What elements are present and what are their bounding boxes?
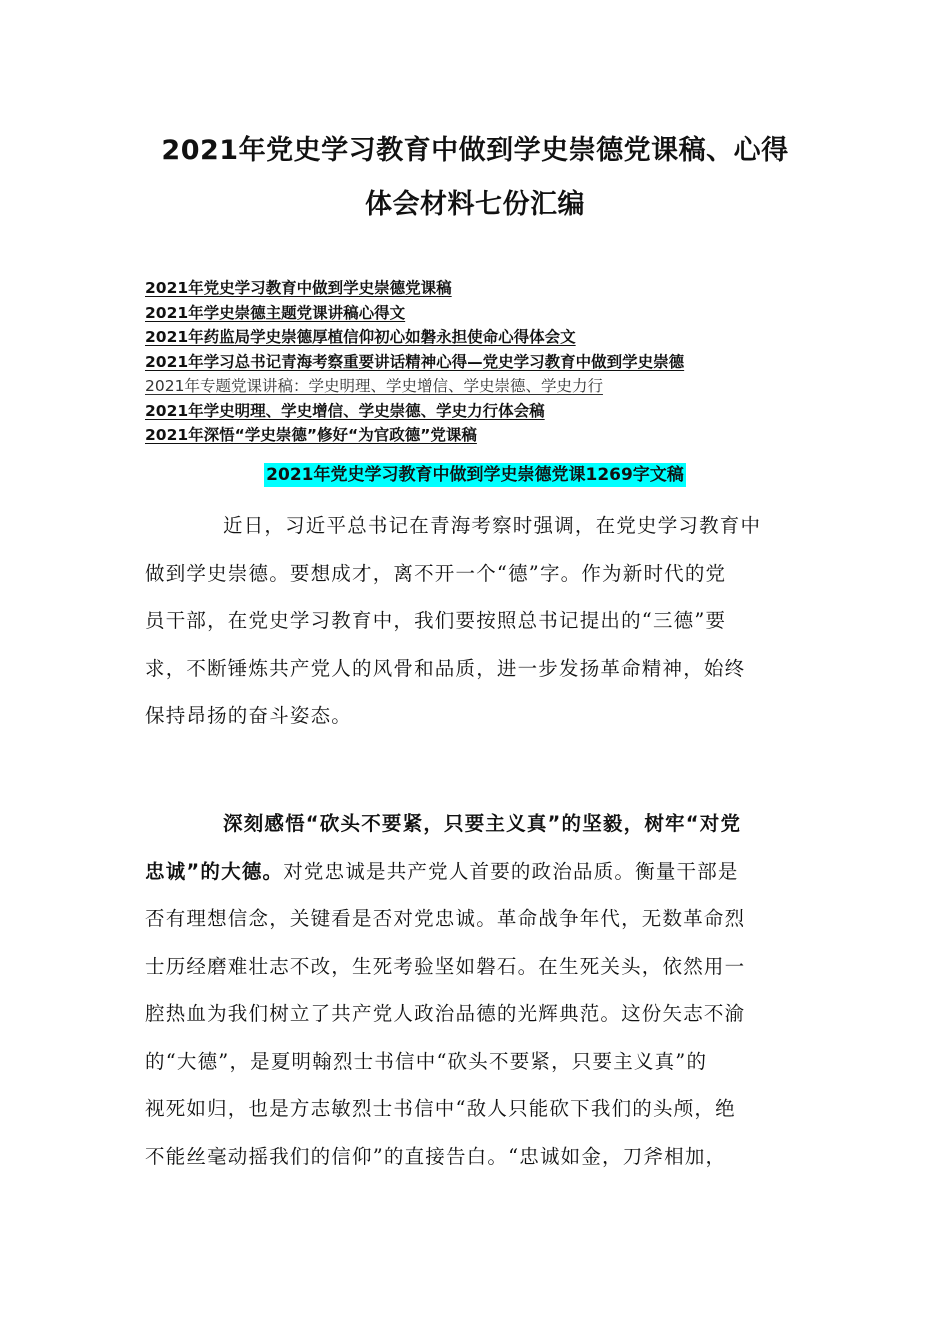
section-heading [0, 461, 950, 489]
paragraph-loyalty [145, 800, 805, 1180]
document-title-line-1: 2021年党史学习教育中做到学史崇德党课稿、心得 [161, 135, 789, 166]
toc-link[interactable]: 2021年党史学习教育中做到学史崇德党课稿 [145, 279, 452, 297]
paragraph-intro [145, 502, 805, 740]
toc-link[interactable]: 2021年学习总书记青海考察重要讲话精神心得—党史学习教育中做到学史崇德 [145, 352, 685, 371]
table-of-contents [145, 276, 825, 448]
paragraph-line: 否有理想信念，关键看是否对党忠诚。革命战争年代，无数革命烈 [145, 907, 746, 930]
paragraph-bold-lead: 深刻感悟“砍头不要紧，只要主义真”的坚毅，树牢“对党 [223, 812, 742, 835]
paragraph-line: 求，不断锤炼共产党人的风骨和品质，进一步发扬革命精神，始终 [145, 656, 746, 680]
toc-link[interactable]: 2021年专题党课讲稿：学史明理、学史增信、学史崇德、学史力行 [145, 377, 603, 395]
paragraph-line: 腔热血为我们树立了共产党人政治品德的光辉典范。这份矢志不渝 [145, 1002, 746, 1025]
paragraph-line: 对党忠诚是共产党人首要的政治品质。衡量干部是 [283, 859, 739, 883]
paragraph-line: 的“大德”，是夏明翰烈士书信中“砍头不要紧，只要主义真”的 [145, 1049, 708, 1073]
toc-link[interactable]: 2021年深悟“学史崇德”修好“为官政德”党课稿 [145, 426, 477, 444]
paragraph-bold-lead-end: 忠诚”的大德。 [145, 859, 284, 883]
paragraph-line: 保持昂扬的奋斗姿态。 [145, 704, 353, 727]
paragraph-line: 士历经磨难壮志不改，生死考验坚如磐石。在生死关头，依然用一 [145, 954, 746, 978]
paragraph-line: 视死如归，也是方志敏烈士书信中“敌人只能砍下我们的头颅，绝 [145, 1097, 736, 1120]
document-title [120, 124, 830, 232]
toc-link[interactable]: 2021年学史崇德主题党课讲稿心得文 [145, 303, 406, 322]
paragraph-line: 员干部，在党史学习教育中，我们要按照总书记提出的“三德”要 [145, 609, 727, 632]
paragraph-line: 不能丝毫动摇我们的信仰”的直接告白。“忠诚如金，刀斧相加， [145, 1144, 727, 1168]
document-title-line-2: 体会材料七份汇编 [365, 189, 585, 220]
paragraph-line: 近日，习近平总书记在青海考察时强调，在党史学习教育中 [223, 514, 762, 537]
paragraph-line: 做到学史崇德。要想成才，离不开一个“德”字。作为新时代的党 [145, 561, 727, 585]
toc-link[interactable]: 2021年学史明理、学史增信、学史崇德、学史力行体会稿 [145, 401, 545, 420]
toc-link[interactable]: 2021年药监局学史崇德厚植信仰初心如磐永担使命心得体会文 [145, 328, 576, 346]
section-heading-highlight: 2021年党史学习教育中做到学史崇德党课1269字文稿 [266, 465, 684, 485]
